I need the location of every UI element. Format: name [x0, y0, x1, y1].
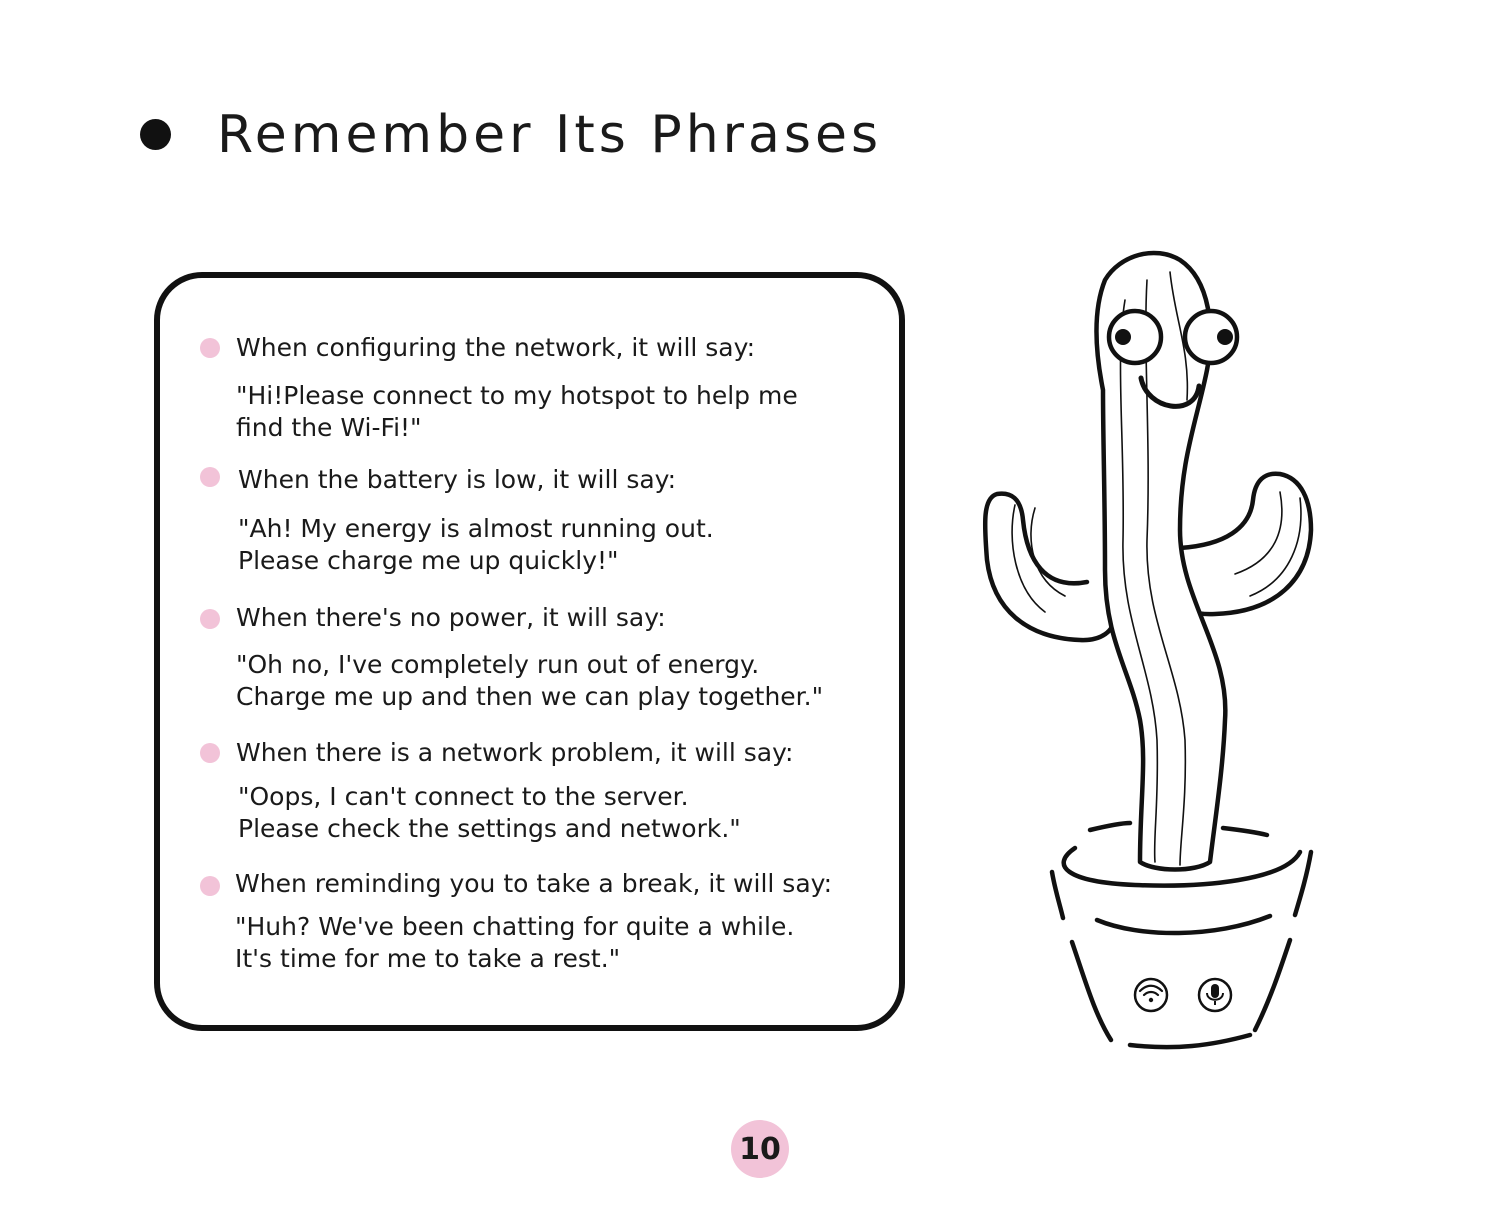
cactus-illustration: [975, 240, 1325, 1060]
pink-bullet-dot: [200, 876, 220, 896]
phrase-condition: When reminding you to take a break, it will say:: [235, 869, 833, 898]
pot-rim-back-right: [1223, 828, 1267, 835]
cactus-left-arm: [985, 494, 1115, 640]
phrase-quote-line: find the Wi-Fi!": [236, 413, 422, 442]
pot-band: [1097, 916, 1270, 933]
page-title: Remember Its Phrases: [217, 105, 883, 165]
phrase-quote-line: "Oops, I can't connect to the server.: [238, 782, 689, 811]
phrase-condition: When there is a network problem, it will say:: [236, 738, 794, 767]
phrase-quote-line: Charge me up and then we can play together.": [236, 682, 824, 711]
wifi-icon: [1135, 979, 1167, 1011]
pink-bullet-dot: [200, 467, 220, 487]
pot-bottom: [1130, 1035, 1250, 1047]
phrase-quote-line: "Hi!Please connect to my hotspot to help me: [236, 381, 798, 410]
phrase-box: [154, 272, 905, 1031]
pot-left-side-lower: [1072, 942, 1111, 1040]
microphone-icon: [1199, 979, 1231, 1011]
phrase-condition: When there's no power, it will say:: [236, 603, 666, 632]
title-bullet-dot: [140, 119, 171, 150]
pot-right-side-lower: [1255, 940, 1290, 1030]
pot-rim-back-left: [1090, 823, 1130, 830]
pink-bullet-dot: [200, 743, 220, 763]
pot-right-side: [1295, 852, 1311, 915]
phrase-quote-line: Please charge me up quickly!": [238, 546, 619, 575]
phrase-quote-line: It's time for me to take a rest.": [235, 944, 621, 973]
pink-bullet-dot: [200, 338, 220, 358]
phrase-condition: When the battery is low, it will say:: [238, 465, 677, 494]
pink-bullet-dot: [200, 609, 220, 629]
phrase-quote-line: "Ah! My energy is almost running out.: [238, 514, 714, 543]
page-number-badge: 10: [731, 1120, 789, 1178]
cactus-right-arm: [1175, 474, 1311, 614]
phrase-quote-line: "Oh no, I've completely run out of energy.: [236, 650, 760, 679]
phrase-quote-line: "Huh? We've been chatting for quite a while.: [235, 912, 795, 941]
phrase-quote-line: Please check the settings and network.": [238, 814, 741, 843]
phrase-condition: When configuring the network, it will say:: [236, 333, 756, 362]
pot-left-side: [1052, 872, 1063, 918]
